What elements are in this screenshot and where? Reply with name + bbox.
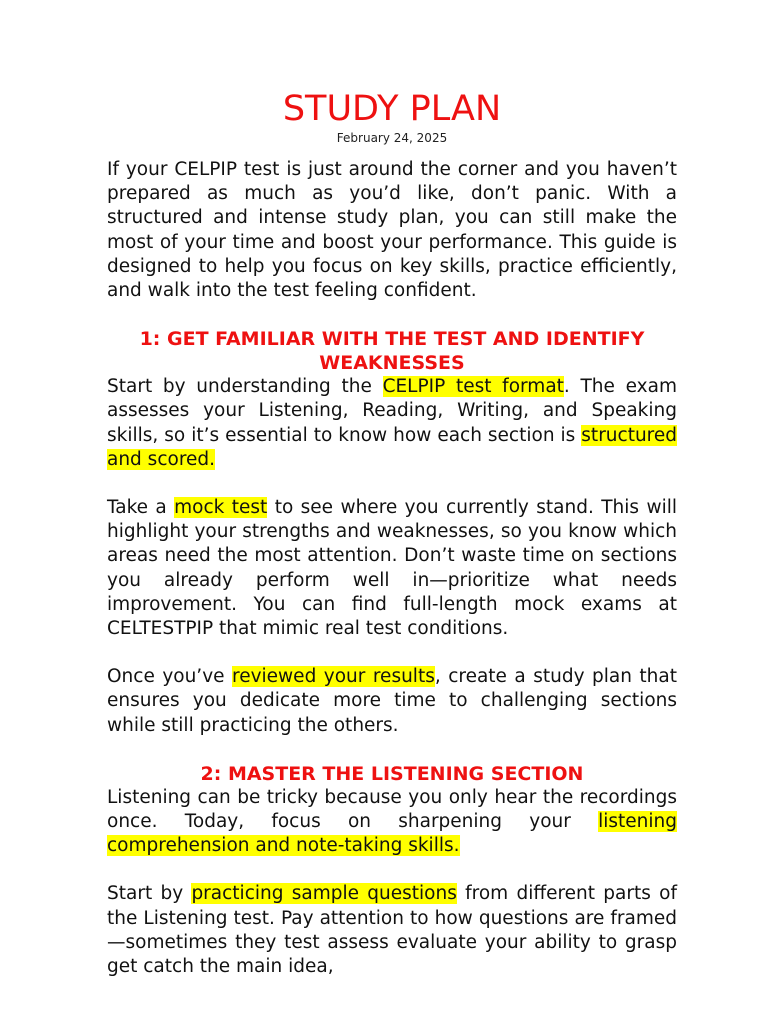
section-2-heading: 2: MASTER THE LISTENING SECTION <box>200 762 584 785</box>
section-1-paragraph-2 <box>107 496 677 641</box>
section-2-paragraph-2 <box>107 882 677 979</box>
page-title: STUDY PLAN <box>282 89 502 129</box>
section-1-paragraph-1 <box>107 375 677 472</box>
intro-paragraph: If your CELPIP test is just around the corner and you haven’t prepared as much as you’d like, don’t panic. With a structured and intense study plan, you can still make the most of your time and boost your performance. This guide is designed to help you focus on key skills, practice efficiently, and walk into the test feeling confident. <box>107 159 677 302</box>
document-date: February 24, 2025 <box>336 131 448 145</box>
section-2-paragraph-1 <box>107 786 677 859</box>
highlight-listening-skills: listening comprehension and note-taking skills. <box>107 811 677 857</box>
text-run: Take a <box>107 497 175 519</box>
text-run: . The exam assesses your Listening, Reading, Writing, and Speaking skills, so it’s essential to know how each section is <box>107 376 677 446</box>
section-1-paragraph-3 <box>107 665 677 738</box>
highlight-mock-test: mock test <box>174 497 268 519</box>
text-run: Once you’ve <box>107 666 232 688</box>
highlight-structured-scored: structured and scored. <box>107 424 677 470</box>
text-run: , create a study plan that ensures you dedicate more time to challenging sections while still practicing the others. <box>107 666 677 736</box>
section-1-heading: 1: GET FAMILIAR WITH THE TEST AND IDENTIFY WEAKNESSES <box>139 328 645 375</box>
text-run: to see where you currently stand. This will highlight your strengths and weaknesses, so you know which areas need the most attention. Don’t waste time on sections you already perform well in—prioritize what needs improvement. You can find full-length mock exams at CELTESTPIP that mimic real test conditions. <box>107 497 677 640</box>
text-run: Listening can be tricky because you only hear the recordings once. Today, focus on sharpening your <box>107 786 677 833</box>
text-run: Start by <box>107 883 192 905</box>
highlight-sample-questions: practicing sample questions <box>191 883 457 905</box>
text-run: from different parts of the Listening test. Pay attention to how questions are framed—sometimes they test assess evaluate your ability to grasp get catch the main idea, <box>107 883 677 978</box>
highlight-reviewed-results: reviewed your results <box>232 666 435 688</box>
highlight-celpip-format: CELPIP test format <box>382 376 564 398</box>
text-run: Start by understanding the <box>107 376 383 398</box>
